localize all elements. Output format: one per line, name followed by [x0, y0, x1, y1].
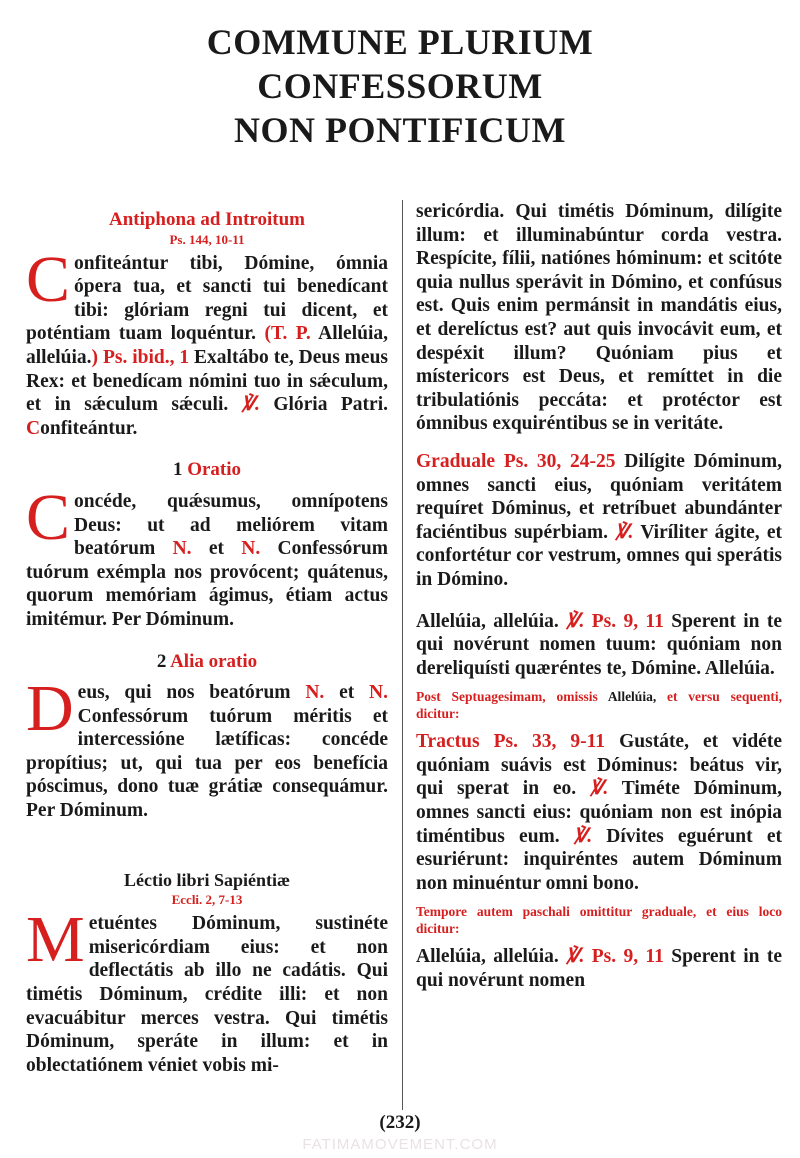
- lectio-text: [26, 903, 388, 1077]
- alleluia2-lead: Allelúia, allelúia.: [416, 946, 559, 968]
- tractus-text: [416, 730, 782, 895]
- gloria-patri: Glória Patri.: [273, 394, 388, 416]
- rubric1-c: et versu sequenti, dicitur:: [416, 689, 782, 722]
- oratio2-et: et: [339, 682, 355, 704]
- oratio1-text: [26, 480, 388, 632]
- repeat-rest: onfiteántur.: [40, 417, 138, 439]
- introit-ref: Ps. 144, 10-11: [169, 231, 245, 247]
- tp-alleluia: Allelúia, allelúia.: [26, 323, 389, 368]
- oratio1-heading: [26, 458, 388, 482]
- rubric-septuagesima: [416, 688, 782, 722]
- repeat-initial: C: [26, 417, 41, 439]
- alleluia1-lead: Allelúia, allelúia.: [416, 610, 559, 632]
- versicle-icon: ℣.: [573, 825, 593, 847]
- oratio1-et: et: [208, 538, 224, 560]
- oratio1-body-a: oncéde, quǽsumus, omnípotens Deus: ut ad meliórem vitam beatórum: [74, 490, 388, 560]
- versicle-icon: ℣.: [566, 610, 585, 632]
- oratio2-number: 2: [156, 650, 167, 672]
- tp-close: ): [91, 346, 99, 368]
- oratio1-body-b: Confessórum tuórum exémpla nos provócent; quátenus, quorum memóriam ágimus, étiam actus imitémur. Per Dóminum.: [26, 538, 388, 630]
- alleluia1-text: [416, 610, 782, 681]
- oratio1-number: 1: [172, 459, 183, 481]
- page-number: (232): [379, 1112, 421, 1133]
- left-column: [26, 200, 388, 1077]
- oratio2-body-b: Confessórum tuórum méritis et intercessióne lætíficas: concéde propítius; ut, qui tua per eos benefícia póscimus, dono tuæ grátiæ consequámur. Per Dóminum.: [26, 705, 388, 822]
- oratio2-body-a: eus, qui nos beatórum: [77, 682, 291, 704]
- alleluia1-body: Sperent in te qui novérunt nomen tuum: quóniam non dereliquísti quæréntes te, Dómine. Allelúia.: [416, 610, 782, 679]
- lectio-drop-cap: M: [26, 903, 85, 977]
- psalm-ref: Ps. ibid., 1: [102, 346, 190, 368]
- lectio-continuation: sericórdia. Qui timétis Dóminum, dilígite illum: et illuminabúntur corda vestra. Respícite, fílii, natiónes hóminum: et scitóte quia nullus sperávit in Dómino, et confúsus est. Quis enim permánsit in mandátis eius, et derelíctus est? aut quis invocávit eum, et despéxit illum? Quóniam pius et místericors est Deus, et remíttet in die tribulatiónis peccáta: et protéctor est ómnibus exquiréntibus se in veritáte.: [416, 201, 782, 435]
- title-line-3: NON PONTIFICUM: [234, 110, 566, 150]
- right-column: [416, 200, 782, 993]
- oratio1-n2: N.: [241, 538, 261, 560]
- introit-body: onfiteántur tibi, Dómine, ómnia ópera tua, et sancti tui benedícant tibi: glóriam regni tui dicent, et poténtiam tuam loquéntur.: [26, 252, 388, 345]
- versicle-icon: ℣.: [566, 946, 585, 968]
- tractus-body-a: Gustáte, et vidéte quóniam suávis est Dóminus: beátus vir, qui sperat in eo.: [416, 731, 782, 800]
- introit-text: [26, 242, 389, 441]
- tractus-body-c: Dívites eguérunt et esuriérunt: inquiréntes autem Dóminum non minuéntur omni bono.: [416, 825, 782, 894]
- tractus-body-b: Timéte Dóminum, omnes sancti eius: quóniam non est inópia timéntibus eum.: [416, 778, 782, 847]
- oratio1-drop-cap: C: [26, 480, 71, 554]
- title-line-2: CONFESSORUM: [257, 66, 543, 106]
- graduale-text: [416, 450, 782, 592]
- introit-drop-cap: C: [26, 242, 71, 316]
- alleluia2-body: Sperent in te qui novérunt nomen: [416, 946, 782, 992]
- column-divider: [402, 200, 403, 1110]
- watermark: FATIMAMOVEMENT.COM: [302, 1136, 498, 1153]
- lectio-ref: Eccli. 2, 7-13: [171, 892, 243, 908]
- graduale-label: Graduale Ps. 30, 24-25: [416, 450, 616, 472]
- rubric1-b: Allelúia,: [607, 689, 657, 705]
- oratio1-n1: N.: [172, 538, 192, 560]
- tp-open: (T. P.: [264, 323, 311, 345]
- oratio2-text: [26, 672, 389, 823]
- oratio2-drop-cap: D: [26, 672, 74, 746]
- lectio-body: etuéntes Dóminum, sustinéte misericórdiam eius: et non deflectátis ab illo ne cadátis. Qui timétis Dóminum, crédite illi: et non evacuábitur merces vestra. Qui timétis Dóminum, speráte in illum: et in oblectatiónem véniet vobis mi-: [26, 913, 388, 1076]
- oratio2-heading: [26, 650, 388, 674]
- versicle-icon: ℣.: [241, 394, 260, 416]
- alleluia2-ref: Ps. 9, 11: [591, 946, 664, 968]
- title-line-1: COMMUNE PLURIUM: [206, 22, 594, 62]
- tractus-label: Tractus Ps. 33, 9-11: [416, 731, 606, 753]
- lectio-heading: Léctio libri Sapiéntiæ: [124, 869, 290, 890]
- page-title: [0, 20, 800, 152]
- rubric-paschal: Tempore autem paschali omittitur graduale, et eius loco dicitur:: [416, 904, 782, 937]
- psalm-text: Exaltábo te, Deus meus Rex: et benedícam nómini tuo in sǽculum, et in sǽculum sǽculi.: [26, 346, 389, 416]
- versicle-icon: ℣.: [615, 521, 634, 543]
- introit-heading: Antiphona ad Introitum: [108, 209, 306, 230]
- alleluia2-text: [416, 945, 782, 992]
- graduale-body-a: Dilígite Dóminum, omnes sancti eius, quóniam veritátem requíret Dóminus, et retríbuet abundánter faciéntibus supérbiam.: [416, 450, 782, 543]
- oratio1-title: Oratio: [187, 459, 242, 481]
- graduale-body-b: Viríliter ágite, et confortétur cor vestrum, omnes qui sperátis in Dómino.: [416, 521, 783, 590]
- oratio2-n2: N.: [369, 682, 389, 704]
- oratio2-n1: N.: [305, 682, 325, 704]
- rubric1-a: Post Septuagesimam, omissis: [416, 689, 598, 705]
- versicle-icon: ℣.: [590, 778, 609, 800]
- alleluia1-ref: Ps. 9, 11: [591, 610, 664, 632]
- oratio2-title: Alia oratio: [170, 650, 258, 672]
